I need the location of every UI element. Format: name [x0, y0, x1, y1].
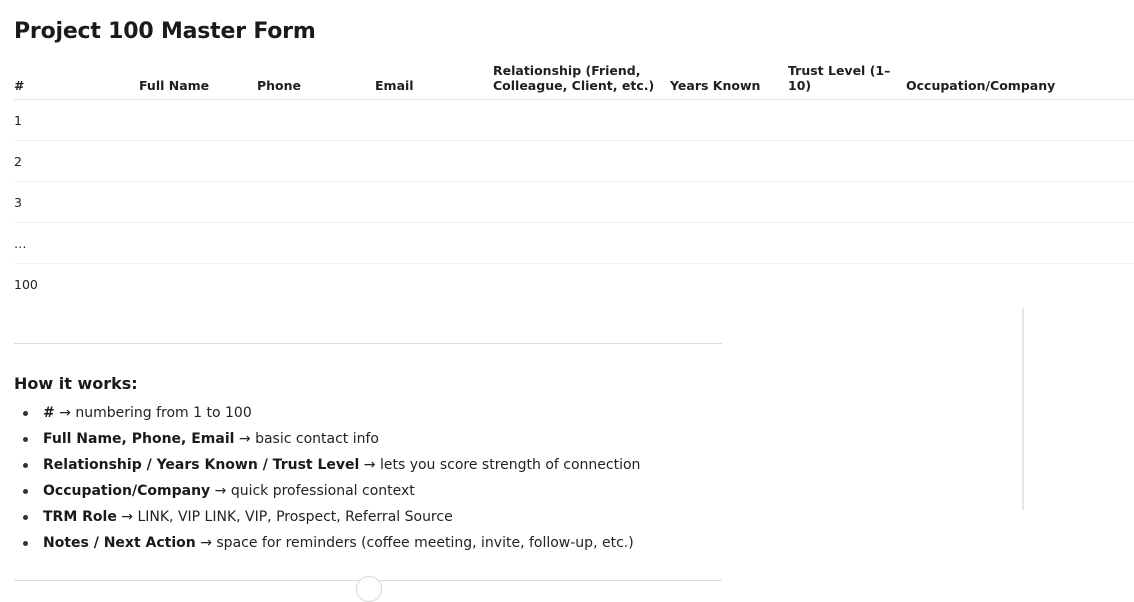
table-cell[interactable]	[139, 100, 257, 141]
master-form-table	[14, 60, 1134, 304]
list-item	[14, 478, 640, 504]
table-cell[interactable]	[670, 100, 788, 141]
bullet-icon	[23, 463, 28, 468]
table-cell[interactable]	[257, 264, 375, 305]
table-cell[interactable]	[493, 223, 670, 264]
table-cell[interactable]	[257, 182, 375, 223]
bullet-icon	[23, 515, 28, 520]
table-cell[interactable]	[493, 100, 670, 141]
row-number-cell: 100	[14, 276, 38, 292]
arrow-separator: →	[195, 535, 217, 551]
list-item-desc: lets you score strength of connection	[379, 457, 641, 473]
column-header-number: #	[14, 60, 139, 100]
list-item-desc: numbering from 1 to 100	[75, 405, 252, 421]
arrow-separator: →	[210, 483, 231, 499]
arrow-separator: →	[359, 457, 380, 473]
table-cell[interactable]	[906, 100, 1134, 141]
list-item-key: #	[43, 405, 55, 421]
table-cell[interactable]	[788, 223, 906, 264]
list-item	[14, 400, 640, 426]
table-cell[interactable]	[670, 264, 788, 305]
master-form-table-container[interactable]	[14, 60, 1056, 306]
list-item-desc: basic contact info	[255, 431, 379, 447]
column-header-occupation-company: Occupation/Company	[906, 60, 1134, 100]
page-title: Project 100 Master Form	[14, 19, 316, 44]
table-cell[interactable]	[375, 100, 493, 141]
bullet-icon	[23, 437, 28, 442]
list-item	[14, 426, 640, 452]
table-cell[interactable]	[375, 223, 493, 264]
table-row	[14, 141, 1134, 182]
table-cell[interactable]	[788, 182, 906, 223]
table-cell[interactable]	[139, 223, 257, 264]
column-header-trust-level: Trust Level (1–10)	[788, 60, 906, 100]
table-cell[interactable]	[906, 264, 1134, 305]
list-item	[14, 504, 640, 530]
horizontal-scroll-edge[interactable]	[1022, 308, 1024, 510]
table-cell[interactable]	[670, 223, 788, 264]
bullet-icon	[23, 489, 28, 494]
table-cell[interactable]	[788, 100, 906, 141]
list-item-key: Occupation/Company	[43, 483, 211, 499]
table-row	[14, 100, 1134, 141]
bullet-icon	[23, 411, 28, 416]
list-item-desc: LINK, VIP LINK, VIP, Prospect, Referral Source	[137, 509, 453, 525]
table-cell[interactable]	[139, 182, 257, 223]
table-cell[interactable]	[257, 100, 375, 141]
arrow-separator: →	[116, 509, 138, 525]
column-header-phone: Phone	[257, 60, 375, 100]
table-cell[interactable]	[788, 141, 906, 182]
table-cell[interactable]	[670, 182, 788, 223]
column-header-relationship: Relationship (Friend, Colleague, Client, etc.)	[493, 60, 670, 100]
row-number-cell: …	[14, 223, 139, 264]
table-cell[interactable]	[375, 182, 493, 223]
scroll-to-bottom-button[interactable]	[356, 576, 382, 602]
table-cell[interactable]	[375, 264, 493, 305]
table-cell[interactable]	[788, 264, 906, 305]
section-divider	[14, 343, 722, 344]
table-cell[interactable]	[670, 141, 788, 182]
arrow-separator: →	[234, 431, 256, 447]
list-item	[14, 452, 640, 478]
table-cell[interactable]	[493, 141, 670, 182]
column-header-email: Email	[375, 60, 493, 100]
table-cell[interactable]	[906, 182, 1134, 223]
table-cell[interactable]	[906, 223, 1134, 264]
table-cell[interactable]	[139, 264, 257, 305]
arrow-separator: →	[54, 405, 76, 421]
row-number-cell: 1	[14, 100, 139, 141]
column-header-full-name: Full Name	[139, 60, 257, 100]
list-item-desc: space for reminders (coffee meeting, invite, follow-up, etc.)	[216, 535, 634, 551]
table-row	[14, 264, 1134, 305]
list-item-key: TRM Role	[43, 509, 117, 525]
table-cell[interactable]	[493, 264, 670, 305]
list-item-key: Notes / Next Action	[43, 535, 196, 551]
table-cell[interactable]	[906, 141, 1134, 182]
table-header-row	[14, 60, 1134, 100]
bullet-icon	[23, 541, 28, 546]
table-cell[interactable]	[493, 182, 670, 223]
table-row	[14, 223, 1134, 264]
list-item-key: Full Name, Phone, Email	[43, 431, 235, 447]
row-number-cell: 3	[14, 182, 139, 223]
row-number-cell: 2	[14, 141, 139, 182]
table-cell[interactable]	[257, 223, 375, 264]
table-cell[interactable]	[257, 141, 375, 182]
table-cell[interactable]	[375, 141, 493, 182]
list-item-key: Relationship / Years Known / Trust Level	[43, 457, 360, 473]
table-row	[14, 182, 1134, 223]
table-cell[interactable]	[139, 141, 257, 182]
list-item-desc: quick professional context	[230, 483, 415, 499]
list-item	[14, 530, 640, 556]
how-it-works-list	[14, 400, 640, 556]
how-it-works-heading: How it works:	[14, 374, 138, 393]
column-header-years-known: Years Known	[670, 60, 788, 100]
